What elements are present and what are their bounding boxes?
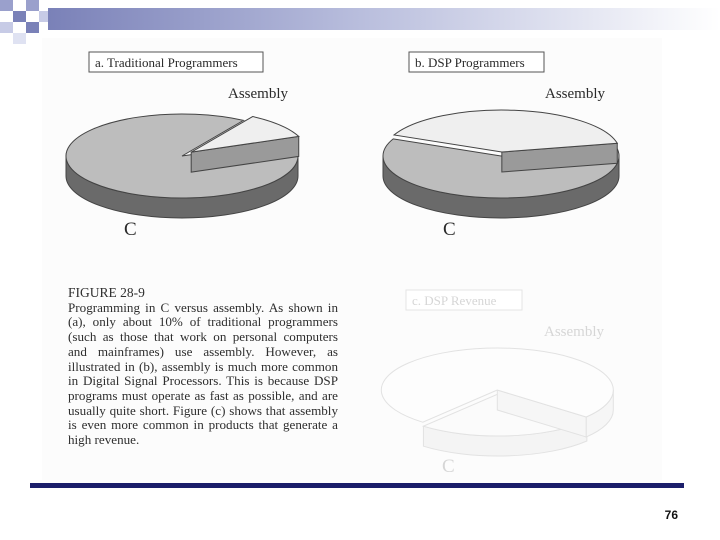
chart-b-title: b. DSP Programmers: [415, 55, 525, 70]
caption-body: Programming in C versus assembly. As shown in (a), only about 10% of traditional programmers (such as those that work on personal computers and mainframes) use assembly. However, as illustrated in (b), assembly is much more common in Digital Signal Processors. This is because DSP programs must operate as fast as possible, and are usually quite short. Figure (c) shows that assembly is even more common in products that generate a high revenue.: [68, 299, 338, 448]
pie-chart-dsp-revenue: [381, 290, 613, 477]
chart-c-title: c. DSP Revenue: [412, 293, 497, 308]
chart-c-pie: [381, 348, 613, 456]
chart-a-label-assembly: Assembly: [228, 86, 288, 102]
chart-a-label-c: C: [124, 219, 137, 240]
chart-b-label-c: C: [443, 219, 456, 240]
page-number: 76: [664, 508, 678, 522]
caption-title: FIGURE 28-9: [68, 285, 145, 300]
pie-chart-traditional-programmers: [66, 52, 299, 240]
figure-caption: [68, 286, 338, 448]
chart-b-pie: [383, 110, 619, 218]
figure-panel: [42, 38, 662, 480]
pie-chart-dsp-programmers: [383, 52, 619, 240]
footer-rule: [30, 483, 684, 488]
chart-c-label-assembly: Assembly: [544, 324, 604, 340]
slide-header-bar: [48, 8, 720, 30]
chart-a-pie: [66, 114, 299, 218]
chart-b-label-assembly: Assembly: [545, 86, 605, 102]
chart-a-title: a. Traditional Programmers: [95, 55, 238, 70]
chart-c-label-c: C: [442, 456, 455, 477]
